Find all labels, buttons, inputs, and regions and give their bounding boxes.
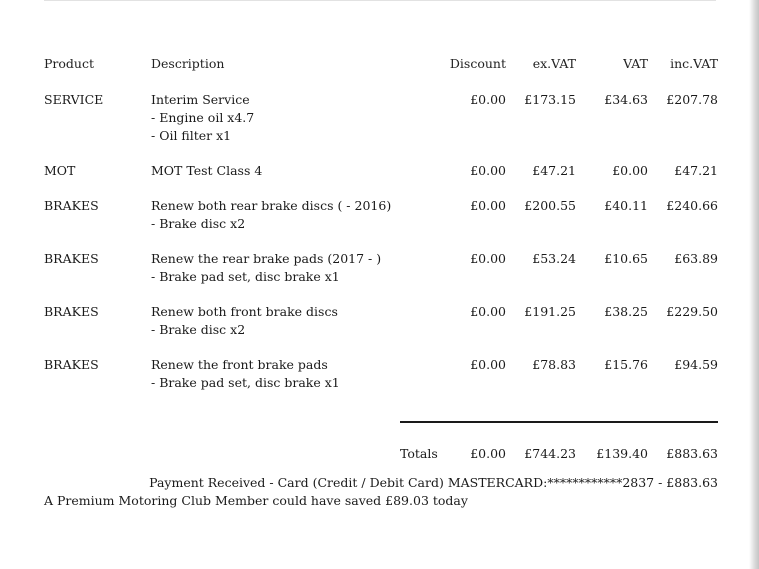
row-discount: £0.00 xyxy=(470,357,506,372)
row-vat: £34.63 xyxy=(604,92,648,107)
row-exvat: £200.55 xyxy=(524,198,576,213)
row-exvat: £47.21 xyxy=(532,163,576,178)
row-product: BRAKES xyxy=(44,357,99,372)
totals-exvat: £744.23 xyxy=(524,446,576,461)
row-incvat: £94.59 xyxy=(674,357,718,372)
header-vat: VAT xyxy=(623,56,648,71)
description-line: - Brake disc x2 xyxy=(151,322,246,337)
row-description xyxy=(151,162,262,180)
row-exvat: £78.83 xyxy=(532,357,576,372)
row-description xyxy=(151,197,391,233)
row-product: MOT xyxy=(44,163,76,178)
row-exvat: £173.15 xyxy=(524,92,576,107)
row-exvat: £53.24 xyxy=(532,251,576,266)
row-exvat: £191.25 xyxy=(524,304,576,319)
description-line: MOT Test Class 4 xyxy=(151,163,263,178)
row-discount: £0.00 xyxy=(470,198,506,213)
description-line: Renew both front brake discs xyxy=(151,304,338,319)
row-vat: £0.00 xyxy=(612,163,648,178)
row-incvat: £47.21 xyxy=(674,163,718,178)
row-description xyxy=(151,303,338,339)
row-description xyxy=(151,250,381,286)
totals-discount: £0.00 xyxy=(470,446,506,461)
description-line: Renew the rear brake pads (2017 - ) xyxy=(151,251,382,266)
row-product: BRAKES xyxy=(44,198,99,213)
header-product: Product xyxy=(44,56,94,71)
row-product: SERVICE xyxy=(44,92,104,107)
payment-received-text: Payment Received - Card (Credit / Debit Card) MASTERCARD:************2837 - £883.63 xyxy=(149,475,718,490)
row-discount: £0.00 xyxy=(470,163,506,178)
row-description xyxy=(151,356,340,392)
row-product: BRAKES xyxy=(44,304,99,319)
row-vat: £40.11 xyxy=(604,198,648,213)
row-discount: £0.00 xyxy=(470,92,506,107)
description-line: - Engine oil x4.7 xyxy=(151,110,255,125)
description-line: - Oil filter x1 xyxy=(151,128,232,143)
description-line: - Brake disc x2 xyxy=(151,216,246,231)
totals-divider xyxy=(400,421,718,423)
header-discount: Discount xyxy=(449,56,506,71)
row-vat: £15.76 xyxy=(604,357,648,372)
row-product: BRAKES xyxy=(44,251,99,266)
header-exvat: ex.VAT xyxy=(532,56,576,71)
membership-savings-note: A Premium Motoring Club Member could have saved £89.03 today xyxy=(44,493,468,508)
description-line: Renew both rear brake discs ( - 2016) xyxy=(151,198,392,213)
header-description: Description xyxy=(151,56,225,71)
row-vat: £10.65 xyxy=(604,251,648,266)
row-description xyxy=(151,91,254,145)
row-incvat: £240.66 xyxy=(666,198,718,213)
description-line: Interim Service xyxy=(151,92,250,107)
top-divider xyxy=(44,0,716,1)
totals-vat: £139.40 xyxy=(596,446,648,461)
description-line: Renew the front brake pads xyxy=(151,357,328,372)
row-incvat: £63.89 xyxy=(674,251,718,266)
totals-label: Totals xyxy=(400,446,438,461)
description-line: - Brake pad set, disc brake x1 xyxy=(151,269,340,284)
description-line: - Brake pad set, disc brake x1 xyxy=(151,375,340,390)
row-incvat: £207.78 xyxy=(666,92,718,107)
page-edge-shadow xyxy=(749,0,759,569)
row-discount: £0.00 xyxy=(470,304,506,319)
row-vat: £38.25 xyxy=(604,304,648,319)
header-incvat: inc.VAT xyxy=(670,56,718,71)
totals-incvat: £883.63 xyxy=(666,446,718,461)
row-discount: £0.00 xyxy=(470,251,506,266)
row-incvat: £229.50 xyxy=(666,304,718,319)
